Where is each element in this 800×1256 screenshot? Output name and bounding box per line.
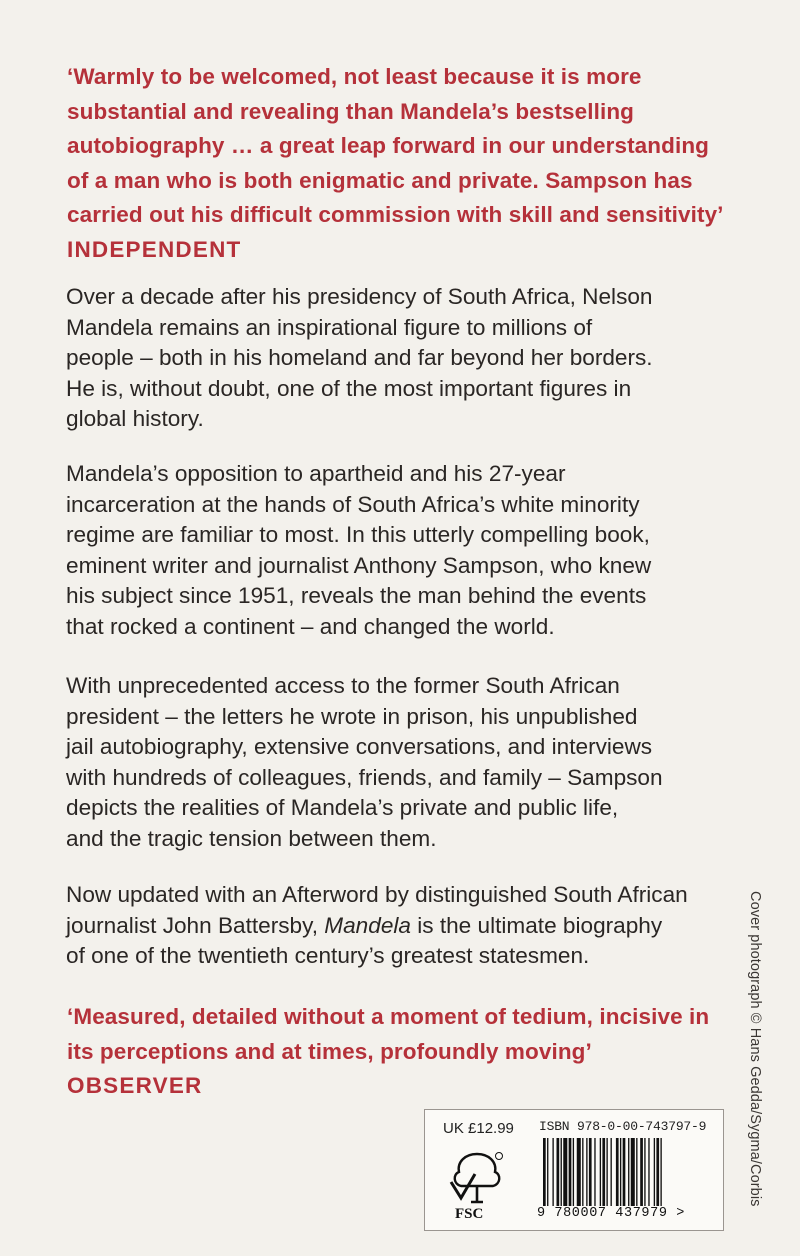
barcode-bar (573, 1138, 574, 1206)
barcode-bar (654, 1138, 655, 1206)
paragraph-line: depicts the realities of Mandela’s private and public life, (66, 795, 619, 820)
paragraph-line: Over a decade after his presidency of South Africa, Nelson (66, 284, 653, 309)
fsc-tree-icon (447, 1148, 507, 1206)
text-span: is the ultimate biography (410, 912, 663, 938)
book-title-italic: Mandela (324, 912, 411, 938)
review-quote-independent (67, 60, 727, 267)
blurb-paragraph-2 (66, 459, 731, 642)
blurb-paragraph-1 (66, 282, 731, 435)
quote-line: of a man who is both enigmatic and private. Sampson has (67, 167, 693, 193)
barcode-bar (602, 1138, 605, 1206)
barcode-bar (623, 1138, 626, 1206)
barcode-bar (552, 1138, 553, 1206)
price-label: UK £12.99 (443, 1120, 514, 1137)
barcode-bar (594, 1138, 595, 1206)
barcode-bar (628, 1138, 629, 1206)
fsc-label: FSC (455, 1206, 484, 1222)
paragraph-line: regime are familiar to most. In this utterly compelling book, (66, 522, 650, 547)
barcode-bar (640, 1138, 643, 1206)
barcode-bar (569, 1138, 572, 1206)
quote-line: its perceptions and at times, profoundly moving’ (67, 1038, 592, 1064)
barcode-bar (648, 1138, 649, 1206)
barcode-bar (616, 1138, 619, 1206)
paragraph-line: with hundreds of colleagues, friends, and family – Sampson (66, 764, 663, 790)
blurb-paragraph-4 (66, 880, 731, 972)
barcode-bar (620, 1138, 621, 1206)
paragraph-line: With unprecedented access to the former South African (66, 673, 620, 698)
paragraph-line: Mandela’s opposition to apartheid and his 27-year (66, 461, 566, 486)
barcode-digits: 9 780007 437979 > (537, 1206, 685, 1221)
barcode-bar (589, 1138, 592, 1206)
paragraph-line: and the tragic tension between them. (66, 825, 437, 851)
barcode-bar (547, 1138, 548, 1206)
paragraph-line: people – both in his homeland and far beyond her borders. (66, 345, 653, 370)
barcode-bar (606, 1138, 607, 1206)
quote-line: substantial and revealing than Mandela’s bestselling (67, 98, 635, 124)
blurb-paragraph-3 (66, 671, 731, 854)
quote-line: autobiography … a great leap forward in our understanding (67, 133, 710, 158)
quote-source: OBSERVER (67, 1073, 203, 1098)
barcode-bar (631, 1138, 635, 1206)
paragraph-line: jail autobiography, extensive conversations, and interviews (66, 734, 653, 759)
barcode-bar (577, 1138, 581, 1206)
paragraph-line: that rocked a continent – and changed the world. (66, 613, 555, 639)
barcode-icon (543, 1138, 708, 1206)
paragraph-line: Now updated with an Afterword by distinguished South African (66, 882, 688, 907)
isbn-box (424, 1109, 724, 1231)
isbn-label: ISBN 978-0-00-743797-9 (539, 1119, 707, 1134)
barcode-bar (543, 1138, 546, 1206)
photo-credit: Cover photograph © Hans Gedda/Sygma/Corbis (747, 891, 763, 1207)
barcode-bar (561, 1138, 562, 1206)
barcode-bar (644, 1138, 645, 1206)
paragraph-line: Mandela remains an inspirational figure to millions of (66, 314, 593, 340)
barcode-bar (600, 1138, 601, 1206)
text-span: journalist John Battersby, (66, 912, 325, 938)
paragraph-line: global history. (66, 406, 204, 431)
quote-source: INDEPENDENT (67, 236, 242, 262)
quote-line: carried out his difficult commission with skill and sensitivity’ (67, 202, 724, 227)
barcode-bar (656, 1138, 659, 1206)
barcode-bar (582, 1138, 583, 1206)
barcode-bar (611, 1138, 612, 1206)
barcode-bar (636, 1138, 637, 1206)
paragraph-line: He is, without doubt, one of the most important figures in (66, 375, 632, 401)
quote-line: ‘Measured, detailed without a moment of tedium, incisive in (67, 1004, 710, 1029)
paragraph-line (66, 911, 731, 942)
paragraph-line: his subject since 1951, reveals the man behind the events (66, 583, 647, 608)
paragraph-line: incarceration at the hands of South Africa’s white minority (66, 491, 640, 517)
barcode-bar (586, 1138, 587, 1206)
barcode-bar (563, 1138, 567, 1206)
paragraph-line: eminent writer and journalist Anthony Sampson, who knew (66, 552, 652, 578)
paragraph-line: of one of the twentieth century’s greatest statesmen. (66, 943, 590, 968)
quote-line: ‘Warmly to be welcomed, not least because it is more (67, 64, 642, 89)
barcode-bar (660, 1138, 661, 1206)
review-quote-observer (67, 1000, 727, 1104)
paragraph-line: president – the letters he wrote in prison, his unpublished (66, 703, 638, 729)
barcode-bar (557, 1138, 560, 1206)
